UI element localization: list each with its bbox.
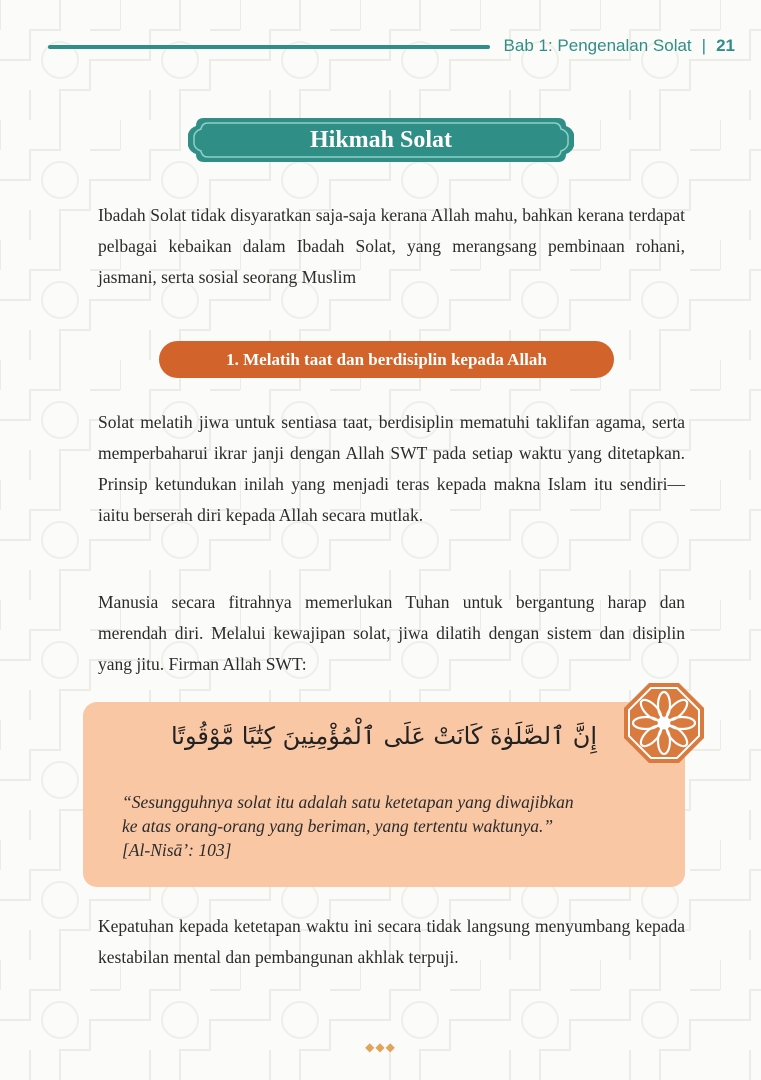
quran-verse-arabic: إِنَّ ٱلصَّلَوٰةَ كَانَتْ عَلَى ٱلْمُؤْمِنِينَ كِتَٰبًا مَّوْقُوتًا xyxy=(170,722,598,750)
title-banner xyxy=(186,114,576,166)
header-separator: | xyxy=(701,36,707,55)
body-paragraph-1: Solat melatih jiwa untuk sentiasa taat, berdisiplin mematuhi taklifan agama, serta memperbaharui ikrar janji dengan Allah SWT pada setiap waktu yang ditetapkan. Prinsip ketundukan inilah yang menjadi teras kepada makna Islam itu sendiri—iaitu berserah diri kepada Allah secara mutlak. xyxy=(98,412,685,525)
footer-ornament: ◆◆◆ xyxy=(365,1040,396,1054)
section-heading: 1. Melatih taat dan berdisiplin kepada Allah xyxy=(159,341,614,378)
octagon-ornament-icon xyxy=(622,681,706,765)
chapter-title: Bab 1: Pengenalan Solat xyxy=(503,36,692,55)
header-rule xyxy=(48,45,490,49)
page-title: Hikmah Solat xyxy=(309,126,453,153)
translation-line-2: ke atas orang-orang yang beriman, yang tertentu waktunya.” xyxy=(122,816,554,836)
body-paragraph-3: Kepatuhan kepada ketetapan waktu ini secara tidak langsung menyumbang kepada kestabilan mental dan pembangunan akhlak terpuji. xyxy=(98,916,685,967)
body-paragraph-2: Manusia secara fitrahnya memerlukan Tuhan untuk bergantung harap dan merendah diri. Melalui kewajipan solat, jiwa dilatih dengan sistem dan disiplin yang jitu. Firman Allah SWT: xyxy=(98,592,685,674)
quran-verse-translation xyxy=(122,790,662,862)
running-header xyxy=(504,36,735,56)
verse-reference: [Al-Nisā’: 103] xyxy=(122,840,232,860)
intro-paragraph: Ibadah Solat tidak disyaratkan saja-saja kerana Allah mahu, bahkan kerana terdapat pelbagai kebaikan dalam Ibadah Solat, yang merangsang pembinaan rohani, jasmani, serta sosial seorang Muslim xyxy=(98,205,685,287)
page-number: 21 xyxy=(716,36,735,55)
translation-line-1: “Sesungguhnya solat itu adalah satu ketetapan yang diwajibkan xyxy=(122,792,574,812)
